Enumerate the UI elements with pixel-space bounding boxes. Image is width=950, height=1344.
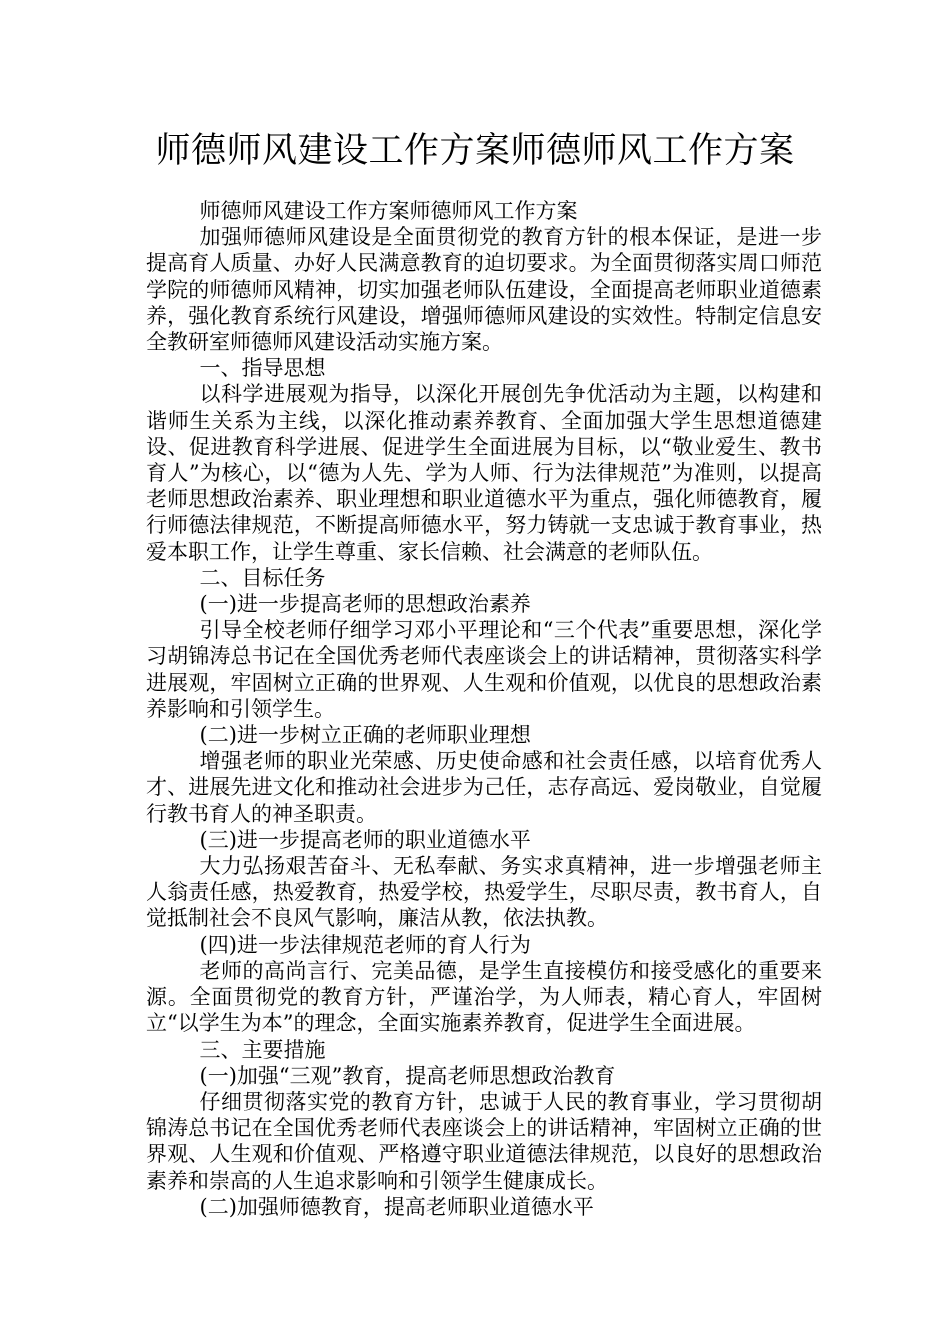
subtitle-paragraph: 师德师风建设工作方案师德师风工作方案 <box>199 199 578 223</box>
goal-2-paragraph: 增强老师的职业光荣感、历史使命感和社会责任感，以培育优秀人才、进展先进文化和推动社会进步为己任，志存高远、爱岗敬业，自觉履行教书育人的神圣职责。 <box>146 749 822 826</box>
subheading-goal-2: (二)进一步树立正确的老师职业理想 <box>199 723 531 748</box>
document-title: 师德师风建设工作方案师德师风工作方案 <box>155 131 795 171</box>
goal-4-paragraph: 老师的高尚言行、完美品德，是学生直接模仿和接受感化的重要来源。全面贯彻党的教育方针，严谨治学，为人师表，精心育人，牢固树立“以学生为本”的理念，全面实施素养教育，促进学生全面进展。 <box>146 958 822 1036</box>
section-heading-goals: 二、目标任务 <box>199 565 326 590</box>
subheading-measure-1: (一)加强“三观”教育，提高老师思想政治教育 <box>199 1063 616 1088</box>
document-body <box>146 198 822 1220</box>
intro-paragraph: 加强师德师风建设是全面贯彻党的教育方针的根本保证，是进一步提高育人质量、办好人民满意教育的迫切要求。为全面贯彻落实周口师范学院的师德师风精神，切实加强老师队伍建设，全面提高老师职业道德素养，强化教育系统行风建设，增强师德师风建设的实效性。特制定信息安全教研室师德师风建设活动实施方案。 <box>146 225 822 355</box>
goal-3-paragraph: 大力弘扬艰苦奋斗、无私奉献、务实求真精神，进一步增强老师主人翁责任感，热爱教育，热爱学校，热爱学生，尽职尽责，教书育人，自觉抵制社会不良风气影响，廉洁从教，依法执教。 <box>146 854 822 931</box>
guiding-thought-paragraph: 以科学进展观为指导，以深化开展创先争优活动为主题，以构建和谐师生关系为主线，以深化推动素养教育、全面加强大学生思想道德建设、促进教育科学进展、促进学生全面进展为目标，以“敬业爱生、教书育人”为核心，以“德为人先、学为人师、行为法律规范”为准则，以提高老师思想政治素养、职业理想和职业道德水平为重点，强化师德教育，履行师德法律规范，不断提高师德水平，努力铸就一支忠诚于教育事业，热爱本职工作，让学生尊重、家长信赖、社会满意的老师队伍。 <box>146 382 822 564</box>
goal-1-paragraph: 引导全校老师仔细学习邓小平理论和“三个代表”重要思想，深化学习胡锦涛总书记在全国优秀老师代表座谈会上的讲话精神，贯彻落实科学进展观，牢固树立正确的世界观、人生观和价值观，以优良的思想政治素养影响和引领学生。 <box>146 618 822 721</box>
measure-1-paragraph: 仔细贯彻落实党的教育方针，忠诚于人民的教育事业，学习贯彻胡锦涛总书记在全国优秀老师代表座谈会上的讲话精神，牢固树立正确的世界观、人生观和价值观、严格遵守职业道德法律规范，以良好的思想政治素养和崇高的人生追求影响和引领学生健康成长。 <box>146 1089 822 1193</box>
subheading-measure-2: (二)加强师德教育，提高老师职业道德水平 <box>199 1194 594 1219</box>
subheading-goal-4: (四)进一步法律规范老师的育人行为 <box>199 932 531 957</box>
subheading-goal-1: (一)进一步提高老师的思想政治素养 <box>199 592 531 617</box>
section-heading-measures: 三、主要措施 <box>199 1037 326 1062</box>
section-heading-guiding-thought: 一、指导思想 <box>199 356 326 381</box>
subheading-goal-3: (三)进一步提高老师的职业道德水平 <box>199 827 531 852</box>
